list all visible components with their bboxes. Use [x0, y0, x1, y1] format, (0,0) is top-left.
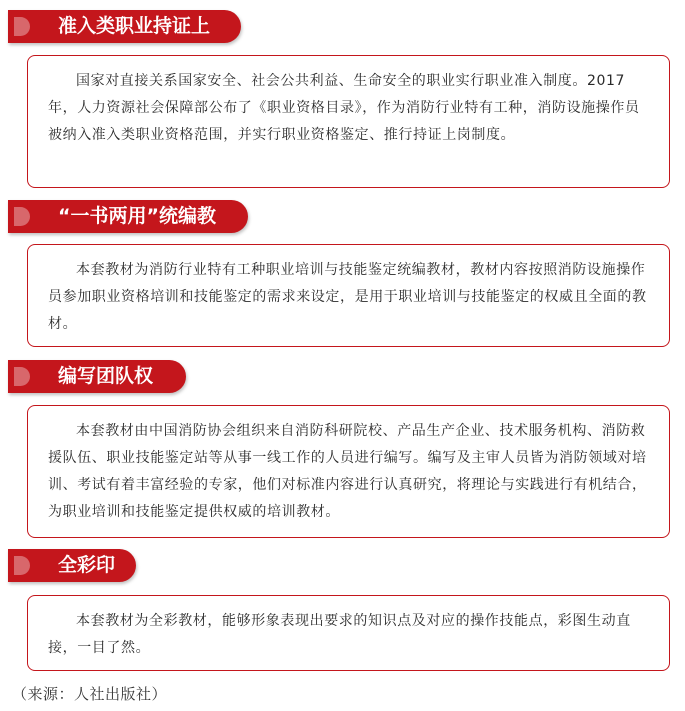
section-title-2: “一书两用”统编教: [8, 200, 248, 233]
section-body-3: 本套教材由中国消防协会组织来自消防科研院校、产品生产企业、技术服务机构、消防救援队伍、职业技能鉴定站等从事一线工作的人员进行编写。编写及主审人员皆为消防领域对培训、考试有着丰富经验的专家，他们对标准内容进行认真研究，将理论与实践进行有机结合，为职业培训和技能鉴定提供权威的培训教材。: [27, 405, 670, 538]
section-body-4: 本套教材为全彩教材，能够形象表现出要求的知识点及对应的操作技能点，彩图生动直接，一目了然。: [27, 595, 670, 671]
section-title-4: 全彩印: [8, 549, 136, 582]
source-note: （来源：人社出版社）: [12, 685, 168, 703]
section-body-2: 本套教材为消防行业特有工种职业培训与技能鉴定统编教材，教材内容按照消防设施操作员参加职业资格培训和技能鉴定的需求来设定，是用于职业培训与技能鉴定的权威且全面的教材。: [27, 244, 670, 347]
section-title-1: 准入类职业持证上: [8, 10, 241, 43]
section-title-3: 编写团队权: [8, 360, 186, 393]
section-body-1: 国家对直接关系国家安全、社会公共利益、生命安全的职业实行职业准入制度。2017年，人力资源社会保障部公布了《职业资格目录》，作为消防行业特有工种，消防设施操作员被纳入准入类职业资格范围，并实行职业资格鉴定、推行持证上岗制度。: [27, 55, 670, 188]
